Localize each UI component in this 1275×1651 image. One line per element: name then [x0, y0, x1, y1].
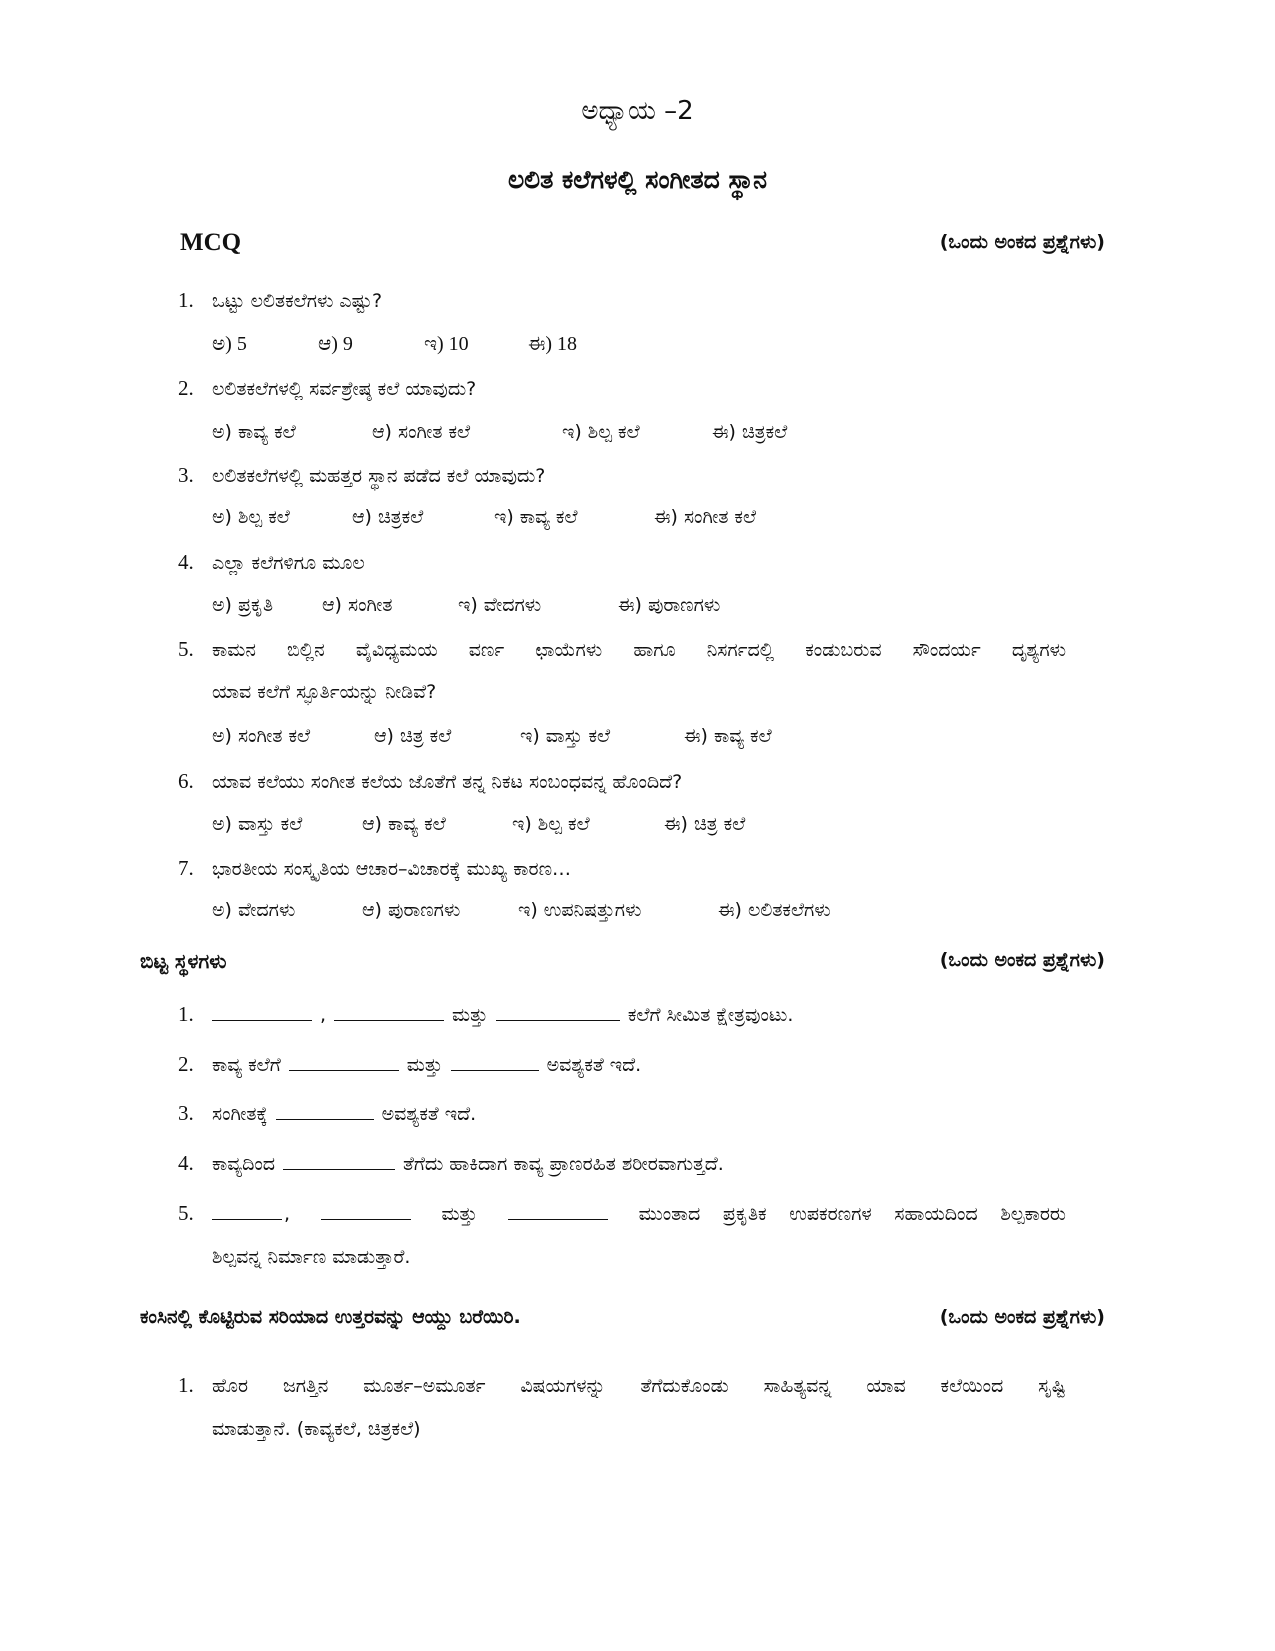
- option-a: ಅ) ಸಂಗೀತ ಕಲೆ: [212, 725, 311, 747]
- option-d: ಈ) ಸಂಗೀತ ಕಲೆ: [654, 506, 757, 528]
- option-a: ಅ) ಕಾವ್ಯ ಕಲೆ: [212, 421, 296, 443]
- question-text: ಒಟ್ಟು ಲಲಿತಕಲೆಗಳು ಎಷ್ಟು?: [212, 290, 383, 312]
- blanks-marks-note: (ಒಂದು ಅಂಕದ ಪ್ರಶ್ನೆಗಳು): [939, 949, 1105, 971]
- question-tail: ತೆಗೆದು ಹಾಕಿದಾಗ ಕಾವ್ಯ ಪ್ರಾಣರಹಿತ ಶರೀರವಾಗುತ್ತದೆ.: [403, 1153, 724, 1175]
- chapter-label: ಅಧ್ಯಾಯ –2: [581, 96, 694, 126]
- option-b: ಆ) ಪುರಾಣಗಳು: [362, 899, 461, 921]
- question-number: 5.: [178, 1201, 194, 1225]
- question-text: ಲಲಿತಕಲೆಗಳಲ್ಲಿ ಸರ್ವಶ್ರೇಷ್ಠ ಕಲೆ ಯಾವುದು?: [212, 378, 477, 400]
- and-text: ಮತ್ತು: [452, 1004, 488, 1026]
- blank-question: [178, 1201, 1066, 1226]
- option-c: ಇ) ಕಾವ್ಯ ಕಲೆ: [494, 506, 578, 528]
- option-c: ಇ) ವಾಸ್ತು ಕಲೆ: [520, 725, 611, 747]
- mcq-question: [178, 637, 1066, 662]
- question-number: 1.: [178, 1002, 194, 1026]
- question-text-continued: ಶಿಲ್ಪವನ್ನ ನಿರ್ಮಾಣ ಮಾಡುತ್ತಾರೆ.: [212, 1246, 411, 1268]
- option-b: ಆ) ಚಿತ್ರ ಕಲೆ: [374, 725, 452, 747]
- choose-marks-note: (ಒಂದು ಅಂಕದ ಪ್ರಶ್ನೆಗಳು): [939, 1306, 1105, 1328]
- option-d: ಈ) ಚಿತ್ರ ಕಲೆ: [664, 813, 746, 835]
- option-a: ಅ) ಪ್ರಕೃತಿ: [212, 594, 274, 616]
- and-text: ಮತ್ತು: [406, 1054, 443, 1076]
- question-number: 7.: [178, 856, 194, 880]
- comma: ,: [320, 1004, 327, 1026]
- question-text: ಕಾಮನ ಬಿಲ್ಲಿನ ವೈವಿಧ್ಯಮಯ ವರ್ಣ ಛಾಯೆಗಳು ಹಾಗೂ ನಿಸರ್ಗದಲ್ಲಿ ಕಂಡುಬರುವ ಸೌಂದರ್ಯ ದೃಶ್ಯಗಳು: [212, 639, 1066, 661]
- blank-question: [178, 1002, 793, 1027]
- option-c: ಇ) ವೇದಗಳು: [458, 594, 542, 616]
- blank-question: [178, 1052, 641, 1077]
- blanks-heading: ಬಿಟ್ಟ ಸ್ಥಳಗಳು: [140, 949, 227, 973]
- question-number: 1.: [178, 288, 194, 312]
- option-a: ಅ) 5: [212, 333, 247, 355]
- option-c: ಇ) 10: [424, 333, 469, 355]
- mcq-question: [178, 463, 545, 488]
- question-text: ಭಾರತೀಯ ಸಂಸ್ಕೃತಿಯ ಆಚಾರ–ವಿಚಾರಕ್ಕೆ ಮುಖ್ಯ ಕಾರಣ…: [212, 858, 572, 880]
- question-tail: ಅವಶ್ಯಕತೆ ಇದೆ.: [381, 1103, 477, 1125]
- mcq-marks-note: (ಒಂದು ಅಂಕದ ಪ್ರಶ್ನೆಗಳು): [939, 231, 1105, 253]
- mcq-options: [212, 813, 745, 835]
- option-c: ಇ) ಉಪನಿಷತ್ತುಗಳು: [518, 899, 642, 921]
- question-tail: ಕಲೆಗೆ ಸೀಮಿತ ಕ್ಷೇತ್ರವುಂಟು.: [627, 1004, 794, 1026]
- question-text: ಹೊರ ಜಗತ್ತಿನ ಮೂರ್ತ–ಅಮೂರ್ತ ವಿಷಯಗಳನ್ನು ತೆಗೆದುಕೊಂಡು ಸಾಹಿತ್ಯವನ್ನ ಯಾವ ಕಲೆಯಿಂದ ಸೃಷ್ಟಿ: [212, 1375, 1066, 1397]
- option-b: ಆ) ಸಂಗೀತ: [322, 594, 393, 616]
- blank-question: [178, 1151, 724, 1176]
- page-title: ಲಲಿತ ಕಲೆಗಳಲ್ಲಿ ಸಂಗೀತದ ಸ್ಥಾನ: [507, 165, 768, 194]
- blank-line: [283, 1155, 395, 1170]
- mcq-question: [178, 769, 682, 794]
- question-number: 3.: [178, 1101, 194, 1125]
- blank-line: [289, 1056, 399, 1071]
- question-tail: ಅವಶ್ಯಕತೆ ಇದೆ.: [546, 1054, 642, 1076]
- mcq-options: [212, 506, 756, 528]
- mcq-options: [212, 725, 772, 747]
- mcq-question: [178, 288, 382, 313]
- option-b: ಆ) ಚಿತ್ರಕಲೆ: [352, 506, 424, 528]
- mcq-heading: MCQ: [180, 229, 242, 256]
- blank-line: [496, 1006, 620, 1021]
- option-c: ಇ) ಶಿಲ್ಪ ಕಲೆ: [562, 421, 640, 443]
- mcq-question: [178, 376, 476, 401]
- option-a: ಅ) ವಾಸ್ತು ಕಲೆ: [212, 813, 303, 835]
- blank-line: [451, 1056, 539, 1071]
- question-head: ಸಂಗೀತಕ್ಕೆ: [212, 1103, 268, 1125]
- blank-line: [212, 1006, 312, 1021]
- comma: ,: [284, 1203, 291, 1225]
- choose-question: [178, 1373, 1066, 1398]
- question-tail: ಮುಂತಾದ ಪ್ರಕೃತಿಕ ಉಪಕರಣಗಳ ಸಹಾಯದಿಂದ ಶಿಲ್ಪಕಾರರು: [638, 1203, 1066, 1225]
- mcq-options: [212, 899, 831, 921]
- question-head: ಕಾವ್ಯದಿಂದ: [212, 1153, 276, 1175]
- blank-line: [212, 1205, 282, 1220]
- question-text: ಯಾವ ಕಲೆಯು ಸಂಗೀತ ಕಲೆಯ ಜೊತೆಗೆ ತನ್ನ ನಿಕಟ ಸಂಬಂಧವನ್ನ ಹೊಂದಿದೆ?: [212, 771, 683, 793]
- mcq-options: [212, 594, 720, 616]
- option-d: ಈ) ಕಾವ್ಯ ಕಲೆ: [684, 725, 772, 747]
- question-number: 3.: [178, 463, 194, 487]
- option-a: ಅ) ವೇದಗಳು: [212, 899, 296, 921]
- question-number: 5.: [178, 637, 194, 661]
- question-text-continued: ಮಾಡುತ್ತಾನೆ. (ಕಾವ್ಯಕಲೆ, ಚಿತ್ರಕಲೆ): [212, 1418, 421, 1440]
- question-text: ಎಲ್ಲಾ ಕಲೆಗಳಿಗೂ ಮೂಲ: [212, 552, 365, 574]
- option-b: ಆ) ಸಂಗೀತ ಕಲೆ: [372, 421, 471, 443]
- option-b: ಆ) ಕಾವ್ಯ ಕಲೆ: [362, 813, 446, 835]
- blank-line: [334, 1006, 444, 1021]
- option-c: ಇ) ಶಿಲ್ಪ ಕಲೆ: [512, 813, 590, 835]
- option-d: ಈ) ಪುರಾಣಗಳು: [618, 594, 721, 616]
- option-d: ಈ) ಲಲಿತಕಲೆಗಳು: [718, 899, 831, 921]
- question-text: ಲಲಿತಕಲೆಗಳಲ್ಲಿ ಮಹತ್ತರ ಸ್ಥಾನ ಪಡೆದ ಕಲೆ ಯಾವುದು?: [212, 465, 546, 487]
- and-text: ಮತ್ತು: [441, 1203, 478, 1225]
- blank-line: [508, 1205, 608, 1220]
- blank-question: [178, 1101, 476, 1126]
- question-number: 4.: [178, 1151, 194, 1175]
- question-head: ಕಾವ್ಯ ಕಲೆಗೆ: [212, 1054, 281, 1076]
- question-text-continued: ಯಾವ ಕಲೆಗೆ ಸ್ಫೂರ್ತಿಯನ್ನು ನೀಡಿವೆ?: [212, 681, 437, 703]
- blank-line: [321, 1205, 411, 1220]
- question-number: 2.: [178, 1052, 194, 1076]
- option-d: ಈ) ಚಿತ್ರಕಲೆ: [712, 421, 788, 443]
- option-d: ಈ) 18: [528, 333, 578, 355]
- mcq-options: [212, 421, 787, 443]
- mcq-question: [178, 856, 571, 881]
- mcq-question: [178, 550, 365, 575]
- question-number: 1.: [178, 1373, 194, 1397]
- question-number: 4.: [178, 550, 194, 574]
- mcq-options: [212, 333, 577, 356]
- blank-line: [276, 1105, 374, 1120]
- question-number: 6.: [178, 769, 194, 793]
- option-b: ಆ) 9: [318, 333, 353, 355]
- choose-heading: ಕಂಸಿನಲ್ಲಿ ಕೊಟ್ಟಿರುವ ಸರಿಯಾದ ಉತ್ತರವನ್ನು ಆಯ್ದು ಬರೆಯಿರಿ.: [140, 1306, 521, 1328]
- option-a: ಅ) ಶಿಲ್ಪ ಕಲೆ: [212, 506, 290, 528]
- question-number: 2.: [178, 376, 194, 400]
